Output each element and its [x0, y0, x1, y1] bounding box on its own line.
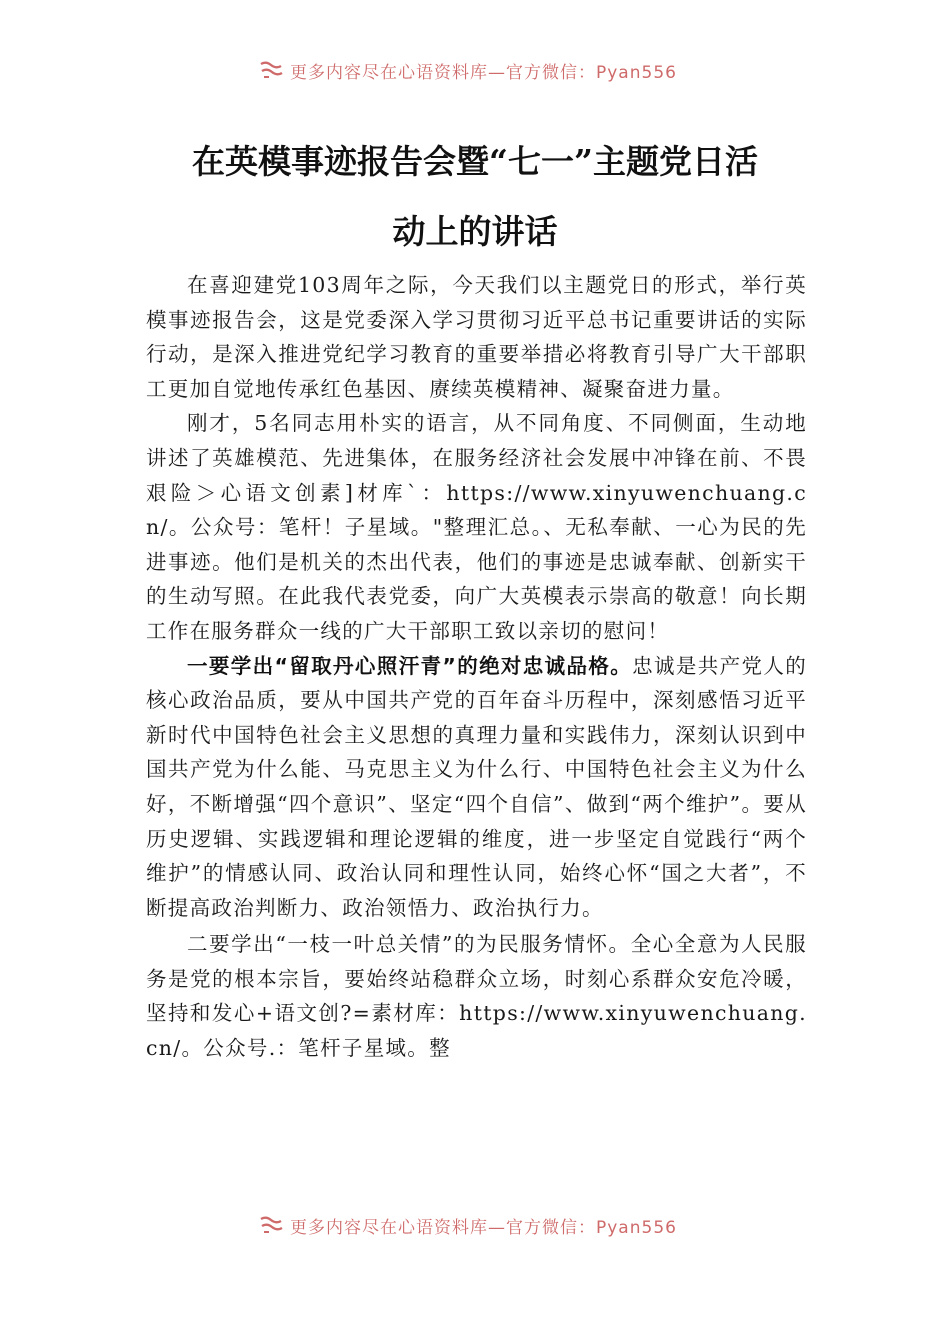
- paragraph-2-text: 刚才，5名同志用朴实的语言，从不同角度、不同侧面，生动地讲述了英雄模范、先进集体，在服务经济社会发展中冲锋在前、不畏艰险＞心语文创素]材库`：https://www.xinyuwenchuang.cn/。公众号：笔杆！子星域。"整理汇总。、无私奉献、一心为民的先进事迹。他们是机关的杰出代表，他们的事迹是忠诚奉献、创新实干的生动写照。在此我代表党委，向广大英模表示崇高的敬意！向长期工作在服务群众一线的广大干部职工致以亲切的慰问！: [146, 411, 807, 643]
- document-body: [146, 268, 807, 1066]
- logo-icon: [258, 60, 284, 80]
- watermark-text: 更多内容尽在心语资料库—官方微信：Pyan556: [290, 62, 677, 82]
- paragraph-2: [146, 406, 807, 648]
- paragraph-4: [146, 927, 807, 1065]
- watermark-text: 更多内容尽在心语资料库—官方微信：Pyan556: [290, 1217, 677, 1237]
- paragraph-1-text: 在喜迎建党103周年之际，今天我们以主题党日的形式，举行英模事迹报告会，这是党委深入学习贯彻习近平总书记重要讲话的实际行动，是深入推进党纪学习教育的重要举措必将教育引导广大干部职工更加自觉地传承红色基因、赓续英模精神、凝聚奋进力量。: [146, 273, 807, 401]
- watermark-header: [258, 58, 677, 82]
- paragraph-3-heading: 一要学出“留取丹心照汗青”的绝对忠诚品格。: [187, 653, 633, 678]
- paragraph-4-text: 二要学出“一枝一叶总关情”的为民服务情怀。全心全意为人民服务是党的根本宗旨，要始终站稳群众立场，时刻心系群众安危冷暖，坚持和发心+语文创?=素材库：https://www.xinyuwenchuang.cn/。公众号.：笔杆子星域。整: [146, 932, 807, 1061]
- logo-icon: [258, 1215, 284, 1235]
- paragraph-3-text: 忠诚是共产党人的核心政治品质，要从中国共产党的百年奋斗历程中，深刻感悟习近平新时代中国特色社会主义思想的真理力量和实践伟力，深刻认识到中国共产党为什么能、马克思主义为什么行、中国特色社会主义为什么好，不断增强“四个意识”、坚定“四个自信”、做到“两个维护”。要从历史逻辑、实践逻辑和理论逻辑的维度，进一步坚定自觉践行“两个维护”的情感认同、政治认同和理性认同，始终心怀“国之大者”，不断提高政治判断力、政治领悟力、政治执行力。: [146, 653, 808, 920]
- document-title-line-1: 在英模事迹报告会暨“七一”主题党日活: [192, 142, 758, 181]
- paragraph-1: [146, 268, 807, 406]
- paragraph-3: [146, 649, 807, 926]
- document-title-line-2: 动上的讲话: [392, 212, 558, 251]
- watermark-footer: [258, 1213, 677, 1237]
